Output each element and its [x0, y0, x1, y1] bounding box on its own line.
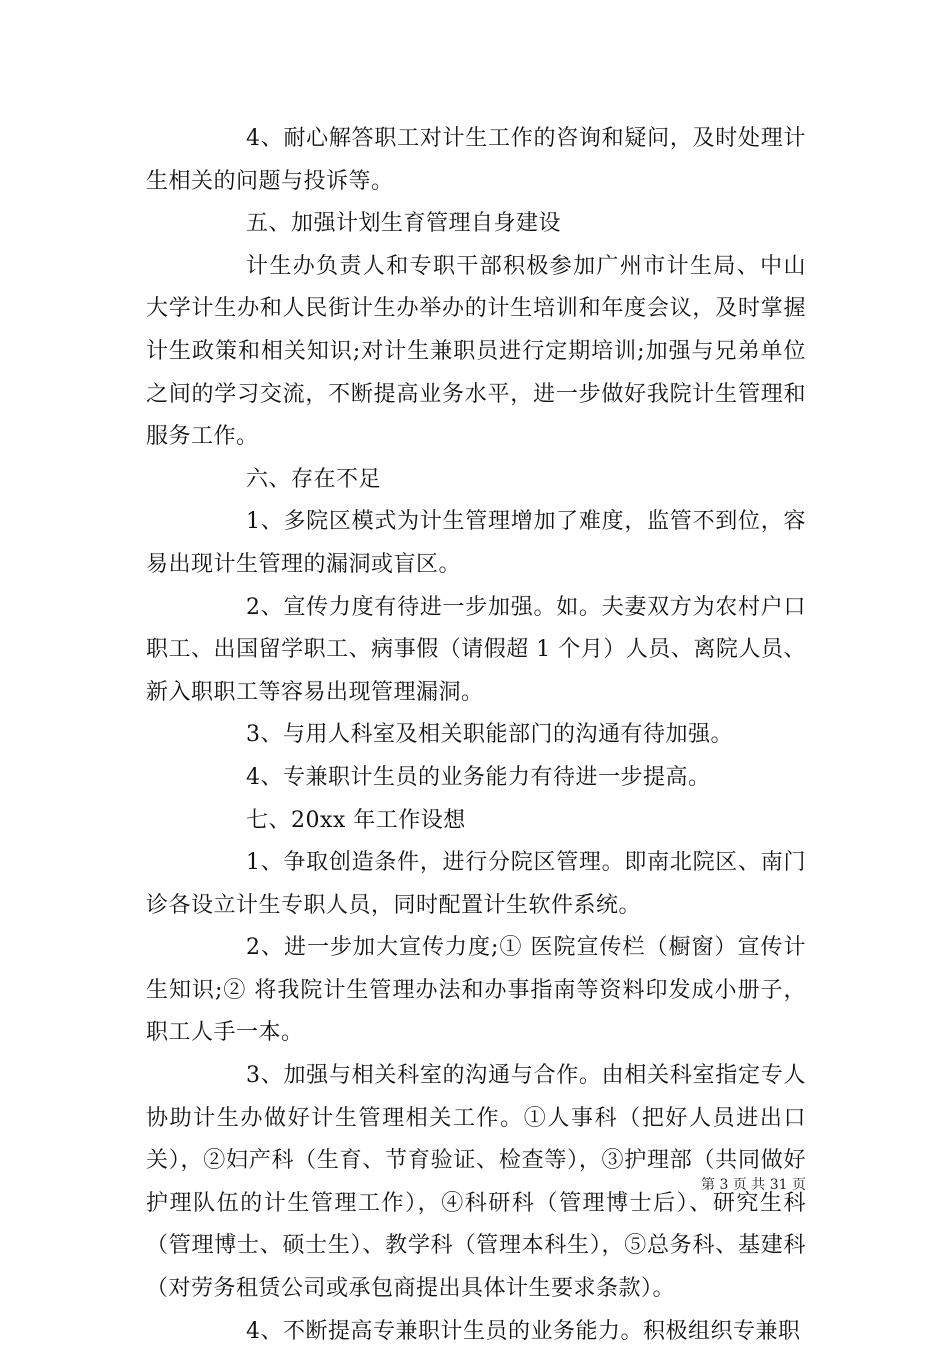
document-body	[146, 118, 806, 1353]
paragraph-item-4-answer-queries: 4、耐心解答职工对计生工作的咨询和疑问，及时处理计生相关的问题与投诉等。	[146, 126, 806, 194]
paragraph-plan-3: 3、加强与相关科室的沟通与合作。由相关科室指定专人协助计生办做好计生管理相关工作。①人事科（把好人员进出口关），②妇产科（生育、节育验证、检查等），③护理部（共同做好护理队伍的计生管理工作），④科研科（管理博士后）、研究生科（管理博士、硕士生）、教学科（管理本科生），⑤总务科、基建科（对劳务租赁公司或承包商提出具体计生要求条款）。	[146, 1063, 806, 1302]
paragraph-shortcoming-3: 3、与用人科室及相关职能部门的沟通有待加强。	[246, 722, 733, 748]
paragraph-plan-2: 2、进一步加大宣传力度;① 医院宣传栏（橱窗）宣传计生知识;② 将我院计生管理办法和办事指南等资料印发成小册子，职工人手一本。	[146, 935, 806, 1046]
section-heading-six: 六、存在不足	[246, 466, 382, 492]
paragraph-plan-1: 1、争取创造条件，进行分院区管理。即南北院区、南门诊各设立计生专职人员，同时配置计生软件系统。	[146, 850, 806, 918]
paragraph-plan-4: 4、不断提高专兼职计生员的业务能力。积极组织专兼职	[246, 1318, 801, 1344]
section-heading-seven: 七、20xx 年工作设想	[246, 807, 466, 833]
page-number: 第 3 页 共 31 页	[701, 1177, 806, 1193]
section-heading-five: 五、加强计划生育管理自身建设	[246, 211, 562, 237]
paragraph-shortcoming-1: 1、多院区模式为计生管理增加了难度，监管不到位，容易出现计生管理的漏洞或盲区。	[146, 509, 806, 577]
paragraph-shortcoming-2: 2、宣传力度有待进一步加强。如。夫妻双方为农村户口职工、出国留学职工、病事假（请假超 1 个月）人员、离院人员、新入职职工等容易出现管理漏洞。	[146, 594, 806, 705]
paragraph-shortcoming-4: 4、专兼职计生员的业务能力有待进一步提高。	[246, 764, 711, 790]
paragraph-training: 计生办负责人和专职干部积极参加广州市计生局、中山大学计生办和人民街计生办举办的计生培训和年度会议，及时掌握计生政策和相关知识;对计生兼职员进行定期培训;加强与兄弟单位之间的学习交流，不断提高业务水平，进一步做好我院计生管理和服务工作。	[146, 253, 806, 450]
